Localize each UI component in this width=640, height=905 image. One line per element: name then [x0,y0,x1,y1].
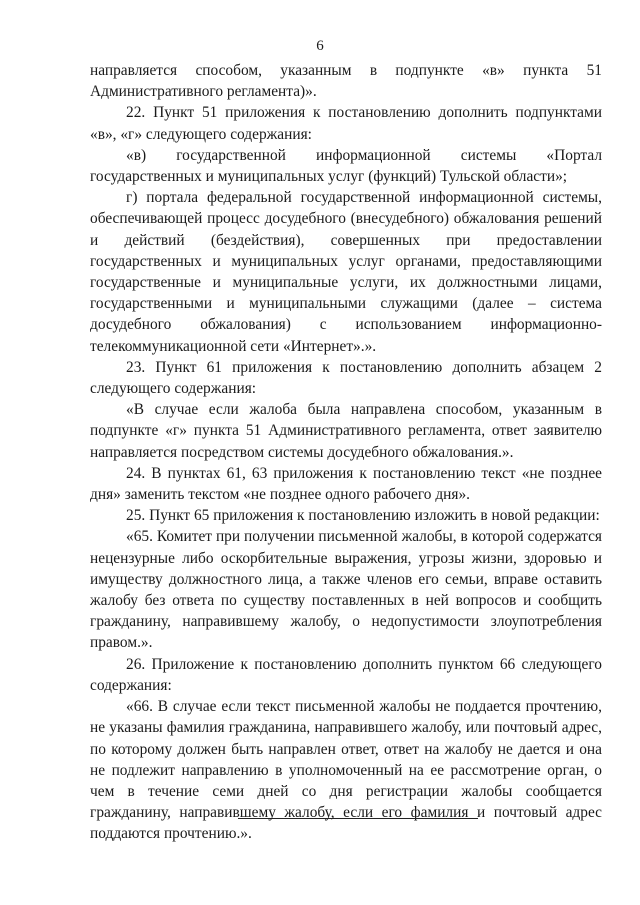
paragraph-item-22: 22. Пункт 51 приложения к постановлению дополнить подпунктами «в», «г» следующего содержания: [90,104,602,143]
paragraph-item-23-text: «В случае если жалоба была направлена способом, указанным в подпункте «г» пункта 51 Административного регламента, ответ заявителю направляется посредством системы досудебного обжалования.». [90,401,602,461]
paragraph-continuation: направляется способом, указанным в подпункте «в» пункта 51 Административного регламента)». [90,62,602,101]
paragraph-item-24: 24. В пунктах 61, 63 приложения к постановлению текст «не позднее дня» заменить текстом «не позднее одного рабочего дня». [90,464,602,504]
paragraph-subitem-g: г) портала федеральной государственной информационной системы, обеспечивающей процесс досудебного (внесудебного) обжалования решений и действий (бездействия), совершенных при предоставлении государственных и муниципальных услуг органами, предоставляющими государственные и муниципальные услуги, их должностными лицами, государственными и муниципальными служащими (далее – система досудебного обжалования) с использованием информационно-телекоммуникационной сети «Интернет».». [90,189,602,355]
document-body [90,60,602,845]
paragraph-item-65-text: «65. Комитет при получении письменной жалобы, в которой содержатся нецензурные либо оскорбительные выражения, угрозы жизни, здоровью и имуществу должностного лица, а также членов его семьи, вправе оставить жалобу без ответа по существу поставленных в ней вопросов и сообщить гражданину, направившему жалобу, о недопустимости злоупотребления правом.». [90,528,602,652]
page-number: 6 [316,38,324,54]
closing-rule [238,818,478,819]
paragraph-item-26: 26. Приложение к постановлению дополнить пунктом 66 следующего содержания: [90,655,602,694]
paragraph-item-66-text: «66. В случае если текст письменной жалобы не поддается прочтению, не указаны фамилия гражданина, направившего жалобу, или почтовый адрес, по которому должен быть направлен ответ, ответ на жалобу не дается и она не подлежит направлению в уполномоченный на ее рассмотрение орган, о чем в течение семи дней со дня регистрации жалобы сообщается гражданину, направившему жалобу, если его фамилия и почтовый адрес поддаются прочтению.». [90,698,602,843]
paragraph-item-23: 23. Пункт 61 приложения к постановлению дополнить абзацем 2 следующего содержания: [90,358,602,398]
paragraph-subitem-v: «в) государственной информационной системы «Портал государственных и муниципальных услуг (функций) Тульской области»; [90,146,602,186]
paragraph-item-25: 25. Пункт 65 приложения к постановлению изложить в новой редакции: [126,507,600,525]
